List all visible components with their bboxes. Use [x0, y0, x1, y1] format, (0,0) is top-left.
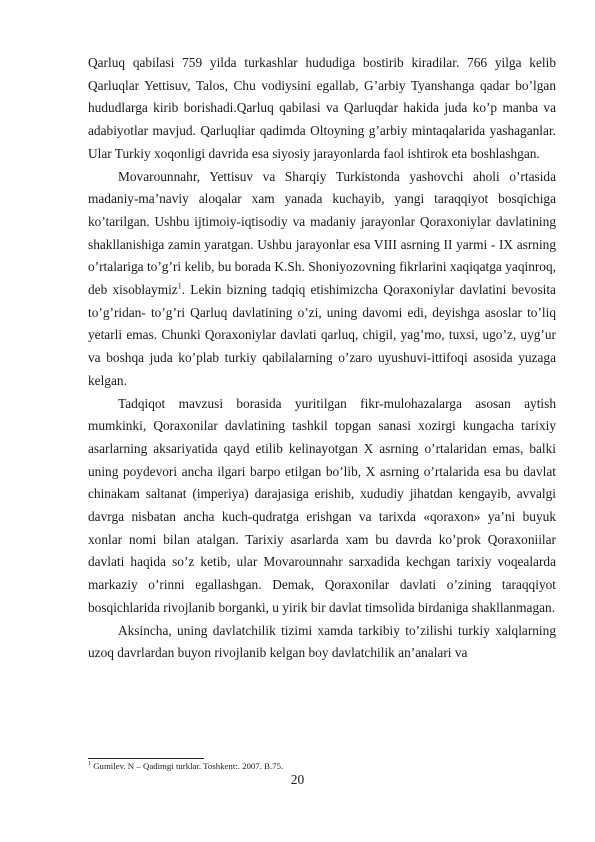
- paragraph-2-text-after-note: . Lekin bizning tadqiq etishimizcha Qoraxoniylar davlatini bevosita to’g’ridan- to’g’ri Qarluq davlatining o’zi, uning davomi edi, deyishga asoslar to’liq yetarli emas. Chunki Qoraxoniylar davlati qarluq, chigil, yag’mo, tuxsi, ugo’z, uyg’ur va boshqa juda ko’plab turkiy qabilalarning o’zaro uyushuvi-ittifoqi asosida yuzaga kelgan.: [88, 282, 556, 388]
- page-number: 20: [290, 772, 305, 787]
- paragraph-2-text-before-note: Movarounnahr, Yettisuv va Sharqiy Turkistonda yashovchi aholi o’rtasida madaniy-ma’naviy aloqalar xam yanada kuchayib, yangi taraqqiyot bosqichiga ko’tarilgan. Ushbu ijtimoiy-iqtisodiy va madaniy jarayonlar Qoraxoniylar davlatining shakllanishiga zamin yaratgan. Ushbu jarayonlar esa VIII asrning II yarmi - IX asrning o’rtalariga to’g’ri kelib, bu borada K.Sh. Shoniyozovning fikrlarini xaqiqatga yaqinroq, deb xisoblaymiz: [88, 168, 556, 298]
- paragraph-3: Tadqiqot mavzusi borasida yuritilgan fikr-mulohazalarga asosan aytish mumkinki, Qoraxonilar davlatining tashkil topgan sanasi xozirgi kungacha tarixiy asarlarning aksariyatida qayd etilib kelinayotgan X asrning o’rtalaridan emas, balki uning poydevori ancha ilgari barpo etilgan bo’lib, X asrning o’rtalarida esa bu davlat chinakam saltanat (imperiya) darajasiga erishib, xududiy jihatdan kengayib, avvalgi davrga nisbatan ancha kuch-qudratga erishgan va tarixda «qoraxon» ya’ni buyuk xonlar nomi bilan atalgan. Tarixiy asarlarda xam bu davrda ko’prok Qoraxoniilar davlati haqida so’z ketib, ular Movarounnahr sarxadida kechgan tarixiy voqealarda markaziy o’rinni egallashgan. Demak, Qoraxonilar davlati o’zining taraqqiyot bosqichlarida rivojlanib borganki, u yirik bir davlat timsolida birdaniga shakllanmagan.: [88, 395, 556, 615]
- main-text: [88, 52, 556, 665]
- footnote-reference[interactable]: 1: [177, 281, 182, 291]
- footnote-mark: 1: [88, 761, 91, 768]
- footnote-text: Gumilev. N – Qadimgi turklar. Toshkent:. 2007. B.75.: [91, 761, 284, 771]
- footnote: [88, 761, 556, 772]
- paragraph-1: Qarluq qabilasi 759 yilda turkashlar hududiga bostirib kiradilar. 766 yilga kelib Qarluqlar Yettisuv, Talos, Chu vodiysini egallab, G’arbiy Tyanshanga qadar bo’lgan hududlarga kirib borishadi.Qarluq qabilasi va Qarluqdar hakida juda ko’p manba va adabiyotlar mavjud. Qarluqliar qadimda Oltoyning g’arbiy mintaqalarida yashaganlar. Ular Turkiy xoqonligi davrida esa siyosiy jarayonlarda faol ishtirok eta boshlashgan.: [88, 55, 556, 161]
- paragraph-4: Aksincha, uning davlatchilik tizimi xamda tarkibiy to’zilishi turkiy xalqlarning uzoq davrlardan buyon rivojlanib kelgan boy davlatchilik an’analari va: [88, 622, 556, 661]
- footnote-separator: [88, 758, 204, 759]
- paragraph-2: [88, 166, 556, 393]
